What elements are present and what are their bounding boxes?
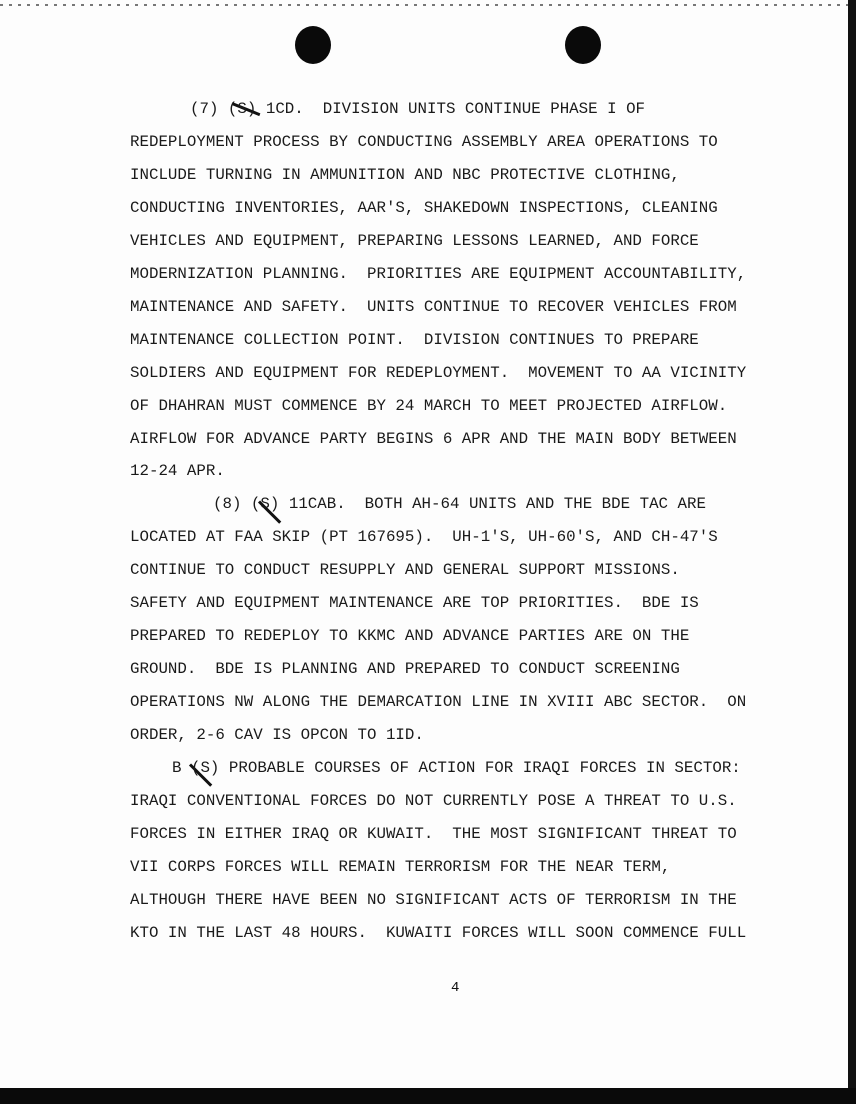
text-line: MAINTENANCE AND SAFETY. UNITS CONTINUE TO RECOVER VEHICLES FROM [130,297,737,316]
text-line: FORCES IN EITHER IRAQ OR KUWAIT. THE MOST SIGNIFICANT THREAT TO [130,824,737,843]
text-line: (7) (S) 1CD. DIVISION UNITS CONTINUE PHASE I OF [190,100,646,118]
scan-edge-right [848,0,856,1104]
text-line: VEHICLES AND EQUIPMENT, PREPARING LESSONS LEARNED, AND FORCE [130,231,699,250]
text-line: AIRFLOW FOR ADVANCE PARTY BEGINS 6 APR AND THE MAIN BODY BETWEEN [130,429,737,448]
text-line: INCLUDE TURNING IN AMMUNITION AND NBC PROTECTIVE CLOTHING, [130,165,680,184]
text-line: GROUND. BDE IS PLANNING AND PREPARED TO CONDUCT SCREENING [130,660,680,679]
punch-hole-left [295,26,331,64]
text-line: VII CORPS FORCES WILL REMAIN TERRORISM FOR THE NEAR TERM, [130,857,671,876]
scan-edge-top [0,4,856,6]
text-line: PREPARED TO REDEPLOY TO KKMC AND ADVANCE PARTIES ARE ON THE [130,627,690,646]
text-line: CONDUCTING INVENTORIES, AAR'S, SHAKEDOWN INSPECTIONS, CLEANING [130,198,718,217]
page-number: 4 [451,980,460,996]
text-line: B (S) PROBABLE COURSES OF ACTION FOR IRAQI FORCES IN SECTOR: [172,759,741,777]
text-line: ORDER, 2-6 CAV IS OPCON TO 1ID. [130,726,424,745]
text-line: KTO IN THE LAST 48 HOURS. KUWAITI FORCES WILL SOON COMMENCE FULL [130,923,747,942]
text-line: LOCATED AT FAA SKIP (PT 167695). UH-1'S, UH-60'S, AND CH-47'S [130,528,718,547]
text-line: MAINTENANCE COLLECTION POINT. DIVISION CONTINUES TO PREPARE [130,330,699,349]
text-line: OF DHAHRAN MUST COMMENCE BY 24 MARCH TO MEET PROJECTED AIRFLOW. [130,396,728,415]
text-line: SOLDIERS AND EQUIPMENT FOR REDEPLOYMENT. MOVEMENT TO AA VICINITY [130,363,747,382]
scan-edge-bottom [0,1088,856,1104]
text-line: OPERATIONS NW ALONG THE DEMARCATION LINE IN XVIII ABC SECTOR. ON [130,693,747,712]
text-line: IRAQI CONVENTIONAL FORCES DO NOT CURRENTLY POSE A THREAT TO U.S. [130,791,737,810]
text-line: (8) (S) 11CAB. BOTH AH-64 UNITS AND THE BDE TAC ARE [213,495,706,514]
text-line: 12-24 APR. [130,462,225,481]
text-line: SAFETY AND EQUIPMENT MAINTENANCE ARE TOP PRIORITIES. BDE IS [130,594,699,613]
text-line: REDEPLOYMENT PROCESS BY CONDUCTING ASSEMBLY AREA OPERATIONS TO [130,132,718,151]
text-line: CONTINUE TO CONDUCT RESUPPLY AND GENERAL SUPPORT MISSIONS. [130,561,680,580]
text-line: ALTHOUGH THERE HAVE BEEN NO SIGNIFICANT ACTS OF TERRORISM IN THE [130,890,737,909]
text-line: MODERNIZATION PLANNING. PRIORITIES ARE EQUIPMENT ACCOUNTABILITY, [130,264,747,283]
punch-hole-right [565,26,601,64]
